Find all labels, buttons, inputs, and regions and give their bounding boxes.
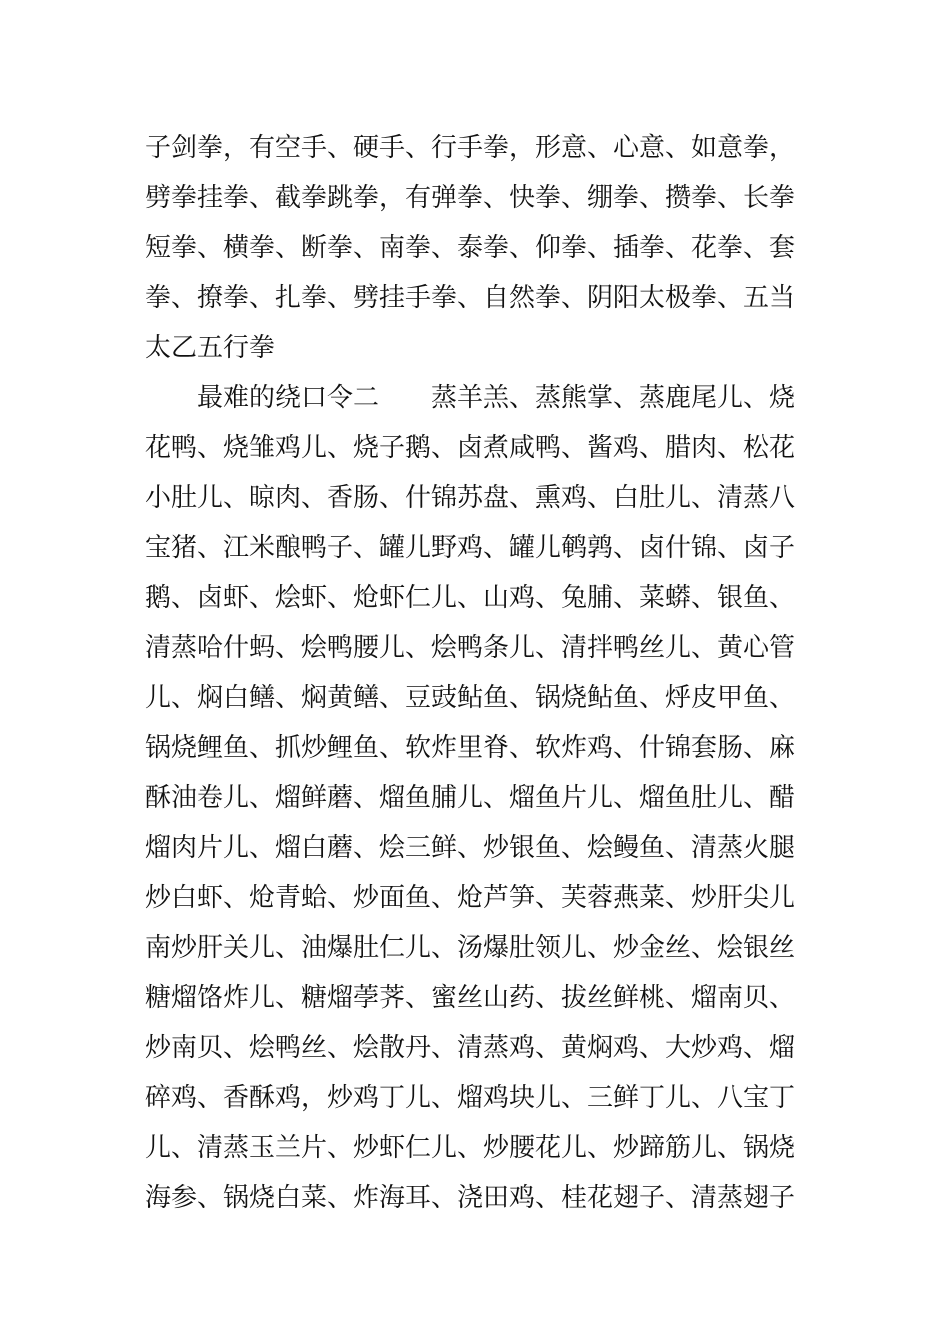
text-line: 花鸭、烧雏鸡儿、烧子鹅、卤煮咸鸭、酱鸡、腊肉、松花 (145, 433, 796, 463)
text-line: 熘肉片儿、熘白蘑、烩三鲜、炒银鱼、烩鳗鱼、清蒸火腿 (145, 833, 796, 863)
text-line: 儿、焖白鳝、焖黄鳝、豆豉鲇鱼、锅烧鲇鱼、烀皮甲鱼、 (145, 683, 796, 713)
text-line: 拳、撩拳、扎拳、劈挂手拳、自然拳、阴阳太极拳、五当 (145, 283, 796, 313)
section-heading: 最难的绕口令二 (197, 383, 380, 413)
text-line: 宝猪、江米酿鸭子、罐儿野鸡、罐儿鹌鹑、卤什锦、卤子 (145, 533, 796, 563)
section-heading-line (197, 373, 810, 423)
section-first-line: 蒸羊羔、蒸熊掌、蒸鹿尾儿、烧 (431, 383, 796, 413)
text-line: 碎鸡、香酥鸡，炒鸡丁儿、熘鸡块儿、三鲜丁儿、八宝丁 (145, 1083, 796, 1113)
text-line: 小肚儿、晾肉、香肠、什锦苏盘、熏鸡、白肚儿、清蒸八 (145, 483, 796, 513)
text-line: 糖熘饹炸儿、糖熘荸荠、蜜丝山药、拔丝鲜桃、熘南贝、 (145, 983, 796, 1013)
text-line: 炒白虾、炝青蛤、炒面鱼、炝芦笋、芙蓉燕菜、炒肝尖儿 (145, 883, 796, 913)
text-line: 锅烧鲤鱼、抓炒鲤鱼、软炸里脊、软炸鸡、什锦套肠、麻 (145, 733, 796, 763)
text-line: 鹅、卤虾、烩虾、炝虾仁儿、山鸡、兔脯、菜蟒、银鱼、 (145, 583, 796, 613)
text-line: 南炒肝关儿、油爆肚仁儿、汤爆肚领儿、炒金丝、烩银丝 (145, 933, 796, 963)
text-line: 太乙五行拳 (145, 333, 276, 363)
text-line: 劈拳挂拳、截拳跳拳，有弹拳、快拳、绷拳、攒拳、长拳 (145, 183, 796, 213)
text-line: 酥油卷儿、熘鲜蘑、熘鱼脯儿、熘鱼片儿、熘鱼肚儿、醋 (145, 783, 796, 813)
text-line: 儿、清蒸玉兰片、炒虾仁儿、炒腰花儿、炒蹄筋儿、锅烧 (145, 1133, 796, 1163)
text-line: 短拳、横拳、断拳、南拳、泰拳、仰拳、插拳、花拳、套 (145, 233, 796, 263)
text-line: 清蒸哈什蚂、烩鸭腰儿、烩鸭条儿、清拌鸭丝儿、黄心管 (145, 633, 796, 663)
text-line: 子剑拳，有空手、硬手、行手拳，形意、心意、如意拳， (145, 133, 796, 163)
text-line: 海参、锅烧白菜、炸海耳、浇田鸡、桂花翅子、清蒸翅子 (145, 1183, 796, 1213)
text-line: 炒南贝、烩鸭丝、烩散丹、清蒸鸡、黄焖鸡、大炒鸡、熘 (145, 1033, 796, 1063)
